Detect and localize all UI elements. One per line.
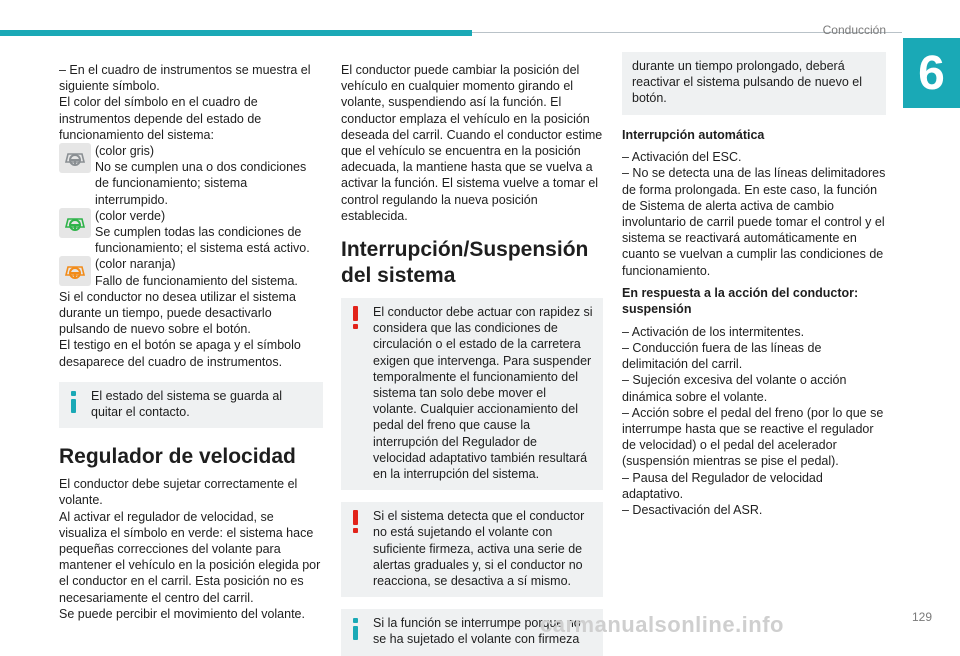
list-item: – Desactivación del ASR. <box>622 502 763 517</box>
list-item: – No se detecta una de las líneas delimitadores de forma prolongada. En este caso, la función de Sistema de alerta activa de cambio involuntario de carril puede tomar el control y el sistema se reactivará automáticamente en cuanto se vuelvan a cumplir las condiciones de funcionamiento. <box>622 166 886 278</box>
column-2 <box>341 62 603 656</box>
note-text: durante un tiempo prolongado, deberá reactivar el sistema pulsando de nuevo el botón. <box>632 59 862 106</box>
status-list <box>59 143 323 289</box>
status-description: Se cumplen todas las condiciones de funcionamiento; el sistema está activo. <box>95 225 310 256</box>
list-item: – Activación del ESC. <box>622 150 742 165</box>
paragraph: El conductor debe sujetar correctamente el volante. <box>59 477 298 508</box>
page-number: 129 <box>911 610 932 624</box>
subheading: En respuesta a la acción del conductor: suspensión <box>622 285 859 317</box>
chapter-tab: 6 <box>903 38 960 108</box>
section-heading: Interrupción/Suspensión del sistema <box>341 238 589 288</box>
status-description: Fallo de funcionamiento del sistema. <box>95 273 298 288</box>
paragraph: Al activar el regulador de velocidad, se visualiza el símbolo en verde: el sistema hace pequeñas correcciones del volante para mantener el vehículo en la posición elegida por el conductor en el carril. Esta posición no es necesariamente el centro del carril. <box>59 509 321 605</box>
section-title: Conducción <box>822 23 886 37</box>
list-item: – Activación de los intermitentes. <box>622 324 805 339</box>
note-text: El conductor debe actuar con rapidez si considera que las condiciones de circulación o el estado de la carretera exigen que intervenga. Para suspender temporalmente el funcionamiento del sistema tan solo debe mover el volante. Cualquier accionamiento del pedal del freno que cause la interrupción del Regulador de velocidad adaptativo también resultará en la interrupción del sistema. <box>373 305 593 482</box>
status-item <box>59 143 323 208</box>
list-item: – Sujeción excesiva del volante o acción dinámica sobre el volante. <box>622 373 847 404</box>
steering-wheel-green-icon <box>59 208 91 238</box>
list-item: – Acción sobre el pedal del freno (por lo que se interrumpe hasta que se reactive el regulador de velocidad) o el pedal del acelerador (suspensión mientras se pise el pedal). <box>622 405 884 469</box>
warning-icon <box>353 306 358 330</box>
steering-wheel-grey-icon <box>59 143 91 173</box>
watermark: carmanualsonline.info <box>540 612 784 637</box>
warning-note <box>341 502 603 597</box>
info-note <box>59 382 323 428</box>
status-text <box>95 208 323 257</box>
paragraph: – En el cuadro de instrumentos se muestra el siguiente símbolo. <box>59 63 311 94</box>
status-label: (color gris) <box>95 144 155 159</box>
status-description: No se cumplen una o dos condiciones de funcionamiento; sistema interrumpido. <box>95 160 307 207</box>
info-icon <box>353 618 358 640</box>
column-3 <box>622 52 886 518</box>
paragraph: Se puede percibir el movimiento del volante. <box>59 606 305 621</box>
header-accent-bar <box>0 30 472 36</box>
status-label: (color naranja) <box>95 257 176 272</box>
paragraph: El conductor puede cambiar la posición del vehículo en cualquier momento girando el volante, suspendiendo así la función. El conductor emplaza el vehículo en la posición deseada del carril. Cuando el conductor estime que el vehículo se encuentra en la posición adecuada, la mantiene hasta que se vuelva a activar la función. El sistema vuelve a tomar el control regulando la nueva posición establecida. <box>341 63 603 223</box>
status-text <box>95 256 323 288</box>
warning-icon <box>353 510 358 534</box>
list-item: – Pausa del Regulador de velocidad adaptativo. <box>622 470 823 501</box>
section-heading: Regulador de velocidad <box>59 445 296 469</box>
warning-note <box>341 298 603 490</box>
note-text: Si la función se interrumpe porque no se ha sujetado el volante con firmeza <box>373 616 581 647</box>
status-item <box>59 208 323 257</box>
steering-wheel-orange-icon <box>59 256 91 286</box>
status-item <box>59 256 323 288</box>
paragraph: El color del símbolo en el cuadro de instrumentos depende del estado de funcionamiento del sistema: <box>59 95 262 142</box>
paragraph: El testigo en el botón se apaga y el símbolo desaparece del cuadro de instrumentos. <box>59 338 301 369</box>
status-text <box>95 143 323 208</box>
note-text: Si el sistema detecta que el conductor no está sujetando el volante con suficiente firmeza, activa una serie de alertas graduales y, si el conductor no reacciona, se desactiva a sí mismo. <box>373 509 585 589</box>
column-1 <box>59 62 323 622</box>
list-item: – Conducción fuera de las líneas de delimitación del carril. <box>622 340 822 372</box>
info-icon <box>71 391 76 413</box>
paragraph: Si el conductor no desea utilizar el sistema durante un tiempo, puede desactivarlo pulsando de nuevo sobre el botón. <box>59 289 296 337</box>
note-text: El estado del sistema se guarda al quitar el contacto. <box>91 388 283 420</box>
status-label: (color verde) <box>95 208 166 223</box>
info-note-continued <box>622 52 886 115</box>
subheading: Interrupción automática <box>622 127 765 142</box>
